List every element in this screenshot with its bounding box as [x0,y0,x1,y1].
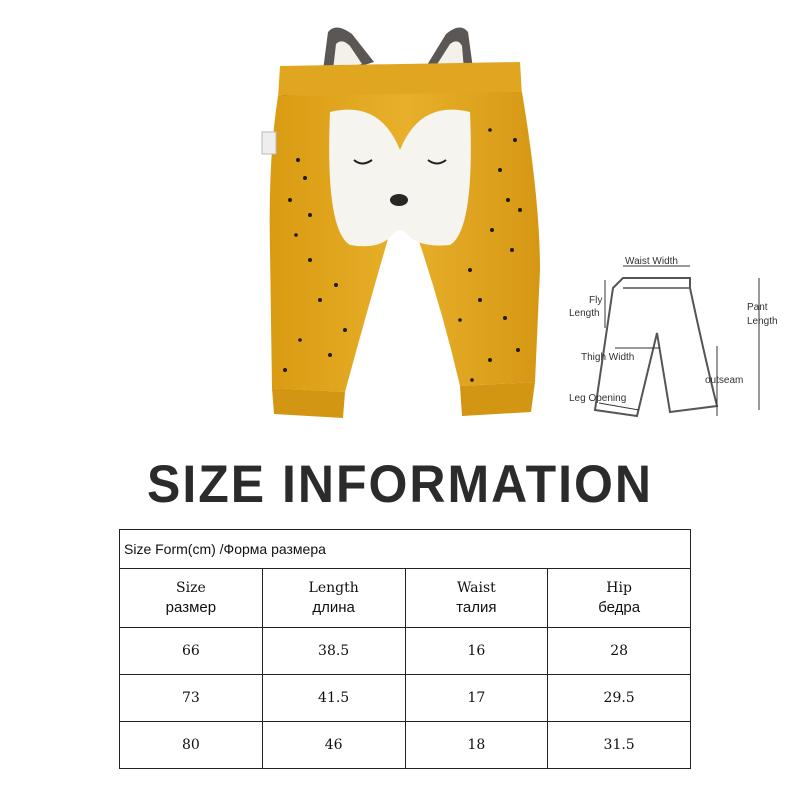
cell-waist: 18 [405,722,548,769]
cell-size: 73 [120,675,263,722]
pants-body [270,92,540,392]
label-tag [262,132,276,154]
table-row [120,628,691,675]
col-header-size-ru: размер [165,599,217,616]
measurement-diagram [555,238,800,420]
size-table-header-row [120,569,691,628]
cell-size: 66 [120,628,263,675]
table-row [120,722,691,769]
table-row [120,675,691,722]
cell-length: 41.5 [262,675,405,722]
cell-waist: 16 [405,628,548,675]
col-header-length-en: Length [308,580,359,596]
cell-hip: 31.5 [548,722,691,769]
col-header-hip [548,569,691,628]
label-pant-length-2: Length [747,316,778,327]
cuff-right [460,382,535,416]
col-header-length [262,569,405,628]
fox-nose [390,194,408,206]
cell-size: 80 [120,722,263,769]
label-leg-opening: Leg Opening [569,393,627,404]
label-fly-length-1: Fly [589,295,603,306]
size-table [119,529,691,769]
col-header-waist-ru: талия [456,599,497,616]
size-table-caption: Size Form(cm) /Форма размера [120,530,691,569]
label-fly-length-2: Length [569,308,600,319]
label-waist-width: Waist Width [625,256,678,267]
cell-length: 46 [262,722,405,769]
cell-waist: 17 [405,675,548,722]
cuff-left [272,388,345,418]
label-pant-length-1: Pant [747,302,768,313]
col-header-hip-ru: бедра [598,599,641,616]
col-header-waist [405,569,548,628]
col-header-size-en: Size [176,580,206,596]
cell-hip: 29.5 [548,675,691,722]
col-header-waist-en: Waist [456,580,496,596]
col-header-length-ru: длина [312,599,355,616]
label-outseam: outseam [705,375,744,386]
cell-hip: 28 [548,628,691,675]
col-header-size [120,569,263,628]
cell-length: 38.5 [262,628,405,675]
size-information-heading: SIZE INFORMATION [146,454,654,514]
label-thigh-width: Thigh Width [581,352,635,363]
col-header-hip-en: Hip [606,580,632,596]
